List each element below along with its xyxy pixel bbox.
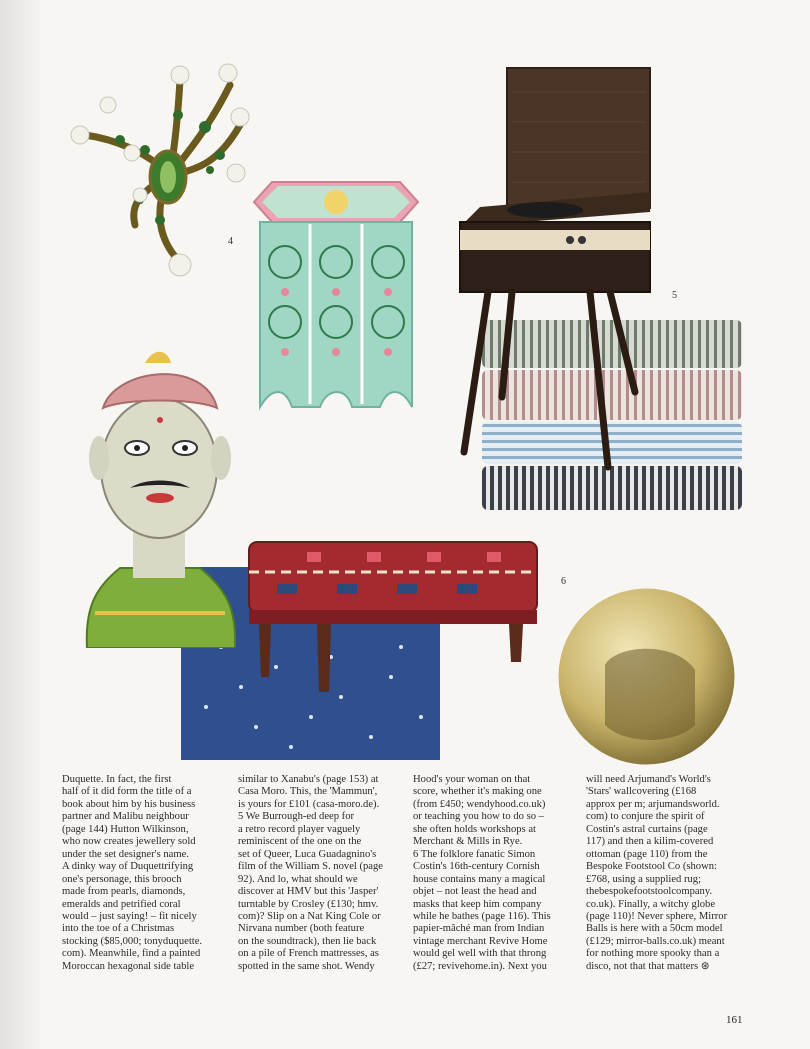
moroccan-side-table-image xyxy=(252,172,420,417)
figure-number-5: 5 xyxy=(672,290,677,301)
page-number: 161 xyxy=(726,1014,743,1026)
text-column-2: similar to Xanabu's (page 153) at Casa Moro. This, the 'Mammun', is yours for £101 (casa-moro.de). 5 We Burrough-ed deep for a retro record player vaguely reminiscent of the one on the set of Queer, Luca Guadagnino's film of the William S. novel (page 92). And lo, what should we discover at HMV but this 'Jasper' turntable by Crosley (£130; hmv. com)? Slip on a Nat King Cole or Nirvana number (both feature on the soundtrack), then lie back on a pile of French mattresses, as spotted in the same shot. Wendy xyxy=(238,774,384,972)
text-column-4: will need Arjumand's World's 'Stars' wallcovering (£168 approx per m; arjumandsworld. com) to conjure the spirit of Costin's astral curtains (page 117) and then a kilim-covered ottoman (page 110) from the Bespoke Footstool Co (shown: £768, using a supplied rug; thebespokefootstoolcompany. co.uk). Finally, a witchy globe (page 110)! Never sphere, Mirror Balls is here with a 50cm model (£129; mirror-balls.co.uk) meant for nothing more spooky than a disco, not that that matters ⊛ xyxy=(586,774,728,972)
record-player-image xyxy=(450,62,660,472)
text-column-1: Duquette. In fact, the first half of it did form the title of a book about him by his business partner and Malibu neighbour (page 144) Hutton Wilkinson, who now creates jewellery sold under the set designer's name. A dinky way of Duquettrifying one's personage, this brooch made from pearls, diamonds, emeralds and petrified coral would – just saying! – fit nicely into the toe of a Christmas stocking ($85,000; tonyduquette. com). Meanwhile, find a painted Moroccan hexagonal side table xyxy=(62,774,203,972)
papier-mache-head-image xyxy=(75,348,243,648)
figure-number-4: 4 xyxy=(228,236,233,247)
figure-number-6: 6 xyxy=(561,576,566,587)
mirror-ball-image xyxy=(555,585,738,768)
brooch-image xyxy=(60,55,260,285)
text-column-3: Hood's your woman on that score, whether it's making one (from £450; wendyhood.co.uk) or teaching you how to do so – she often holds workshops at Merchant & Mills in Rye. 6 The folklore fanatic Simon Costin's 16th-century Cornish house contains many a magical objet – not least the head and masks that keep him company while he bathes (page 116). This papier-mâché man from Indian vintage merchant Revive Home would gel well with that throng (£27; revivehome.in). Next you xyxy=(413,774,551,972)
kilim-ottoman-image xyxy=(247,532,539,702)
article-body xyxy=(62,774,752,1044)
page-gutter-shadow xyxy=(0,0,40,1049)
